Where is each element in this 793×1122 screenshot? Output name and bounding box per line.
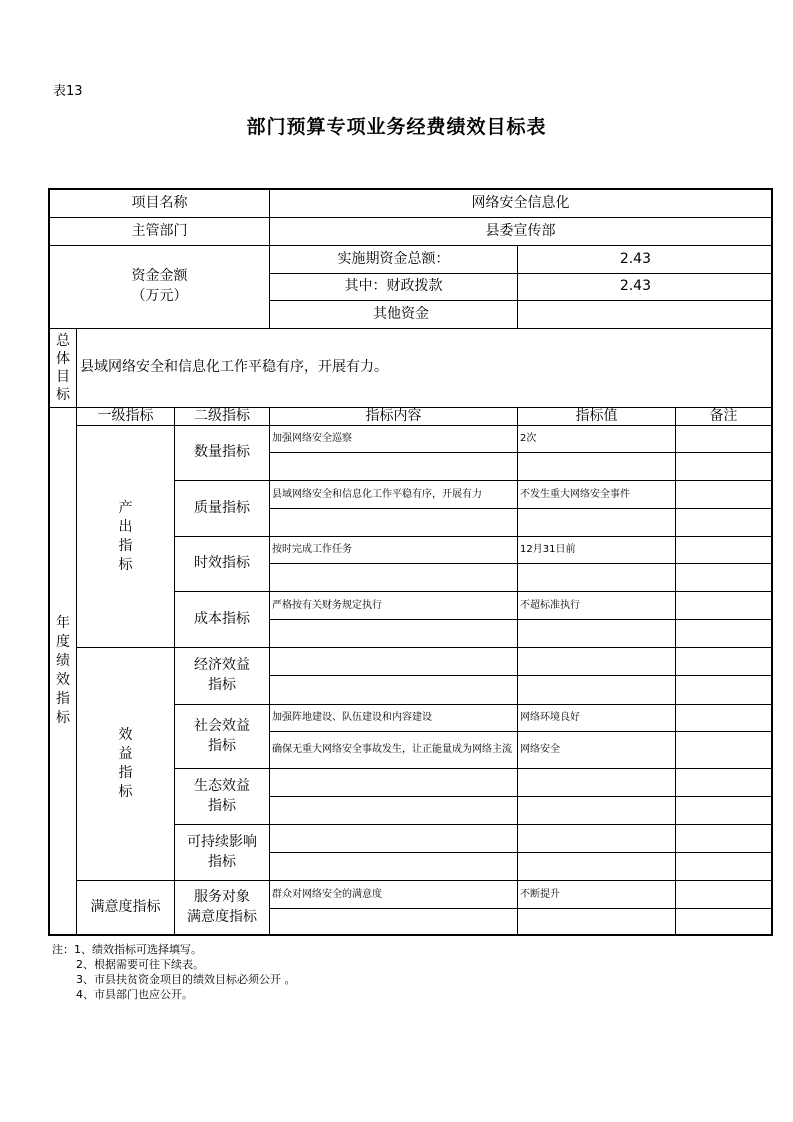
footnote: 4、市县部门也应公开。 [76, 988, 193, 1001]
ecological-label-line1: 生态效益 [194, 777, 250, 794]
col-header-value: 指标值 [575, 407, 618, 424]
service-satisfaction-indicator [175, 881, 269, 934]
timeliness-indicator: 时效指标 [194, 555, 250, 572]
social-benefit-indicator [175, 705, 269, 768]
col-header-level1: 一级指标 [97, 407, 154, 424]
social-label-line2: 指标 [208, 737, 236, 754]
ecological-benefit-indicator [175, 769, 269, 824]
output-group-char: 出 [118, 518, 133, 535]
project-name-value: 网络安全信息化 [471, 194, 570, 211]
overall-goal-char: 标 [56, 387, 70, 403]
annual-label-char: 效 [56, 672, 70, 688]
benefit-group-char: 指 [118, 765, 133, 781]
footnotes [52, 942, 296, 1002]
annual-label-char: 年 [56, 615, 70, 631]
ecological-label-line2: 指标 [208, 797, 236, 814]
timeliness-content: 按时完成工作任务 [272, 544, 352, 556]
economic-benefit-indicator [175, 648, 269, 704]
footnote: 3、市县扶贫资金项目的绩效目标必须公开 。 [76, 973, 296, 986]
social-value-1: 网络环境良好 [520, 712, 580, 724]
fund-other-label: 其他资金 [373, 305, 429, 322]
fund-label-line1: 资金金额 [131, 268, 188, 285]
output-indicators-group [77, 426, 174, 647]
footnote: 注：1、绩效指标可选择填写。 [52, 943, 202, 956]
quantity-indicator: 数量指标 [194, 444, 250, 461]
fund-total-label: 实施期资金总额： [337, 250, 450, 267]
annual-indicators-label [50, 408, 76, 934]
annual-label-char: 标 [56, 710, 70, 726]
page-title: 部门预算专项业务经费绩效目标表 [246, 116, 547, 138]
benefit-group-char: 效 [118, 727, 133, 743]
service-label-line2: 满意度指标 [187, 908, 257, 925]
fund-fiscal-value: 2.43 [619, 278, 651, 295]
quality-value: 不发生重大网络安全事件 [520, 488, 630, 500]
sustainable-label-line1: 可持续影响 [187, 833, 257, 850]
quality-indicator: 质量指标 [194, 499, 250, 516]
quantity-value: 2次 [520, 433, 537, 445]
dept-label: 主管部门 [131, 222, 188, 239]
overall-goal-label [50, 329, 76, 407]
fund-label-line2: （万元） [131, 288, 188, 304]
quality-content: 县域网络安全和信息化工作平稳有序，开展有力 [272, 488, 482, 500]
benefit-indicators-group [77, 648, 174, 880]
sustainable-impact-indicator [175, 825, 269, 880]
output-group-char: 标 [118, 556, 133, 573]
col-header-content: 指标内容 [365, 407, 422, 424]
cost-content: 严格按有关财务规定执行 [272, 599, 382, 611]
sustainable-label-line2: 指标 [208, 853, 236, 870]
overall-goal-char: 目 [56, 369, 70, 385]
fund-fiscal-label: 其中：财政拨款 [344, 278, 443, 295]
overall-goal-char: 总 [56, 333, 70, 349]
service-label-line1: 服务对象 [194, 888, 250, 905]
satisfaction-content: 群众对网络安全的满意度 [272, 888, 382, 900]
timeliness-value: 12月31日前 [520, 544, 576, 556]
social-value-2: 网络安全 [520, 744, 560, 756]
social-content-1: 加强阵地建设、队伍建设和内容建设 [272, 712, 432, 724]
economic-label-line2: 指标 [208, 677, 236, 693]
footnote: 2、根据需要可往下续表。 [76, 958, 204, 971]
satisfaction-indicators-group: 满意度指标 [90, 898, 161, 915]
benefit-group-char: 标 [118, 784, 133, 800]
output-group-char: 产 [118, 499, 133, 516]
project-name-label: 项目名称 [131, 194, 188, 211]
cost-value: 不超标准执行 [520, 599, 580, 611]
social-content-2: 确保无重大网络安全事故发生，让正能量成为网络主流 [272, 744, 512, 756]
annual-label-char: 绩 [56, 653, 70, 669]
col-header-remark: 备注 [709, 407, 738, 424]
annual-label-char: 度 [56, 634, 70, 650]
economic-label-line1: 经济效益 [194, 657, 250, 674]
dept-value: 县委宣传部 [485, 222, 556, 239]
fund-total-value: 2.43 [619, 250, 651, 267]
col-header-level2: 二级指标 [194, 407, 250, 424]
overall-goal-text: 县域网络安全和信息化工作平稳有序，开展有力。 [80, 359, 388, 376]
quantity-content: 加强网络安全巡察 [272, 433, 352, 445]
table-number: 表13 [53, 84, 83, 99]
cost-indicator: 成本指标 [194, 610, 250, 627]
satisfaction-value: 不断提升 [520, 888, 560, 900]
overall-goal-char: 体 [56, 351, 70, 367]
fund-other-value [518, 301, 771, 328]
output-group-char: 指 [118, 537, 133, 554]
benefit-group-char: 益 [118, 746, 133, 762]
fund-label [50, 246, 269, 328]
social-label-line1: 社会效益 [194, 717, 250, 734]
annual-label-char: 指 [56, 691, 70, 707]
